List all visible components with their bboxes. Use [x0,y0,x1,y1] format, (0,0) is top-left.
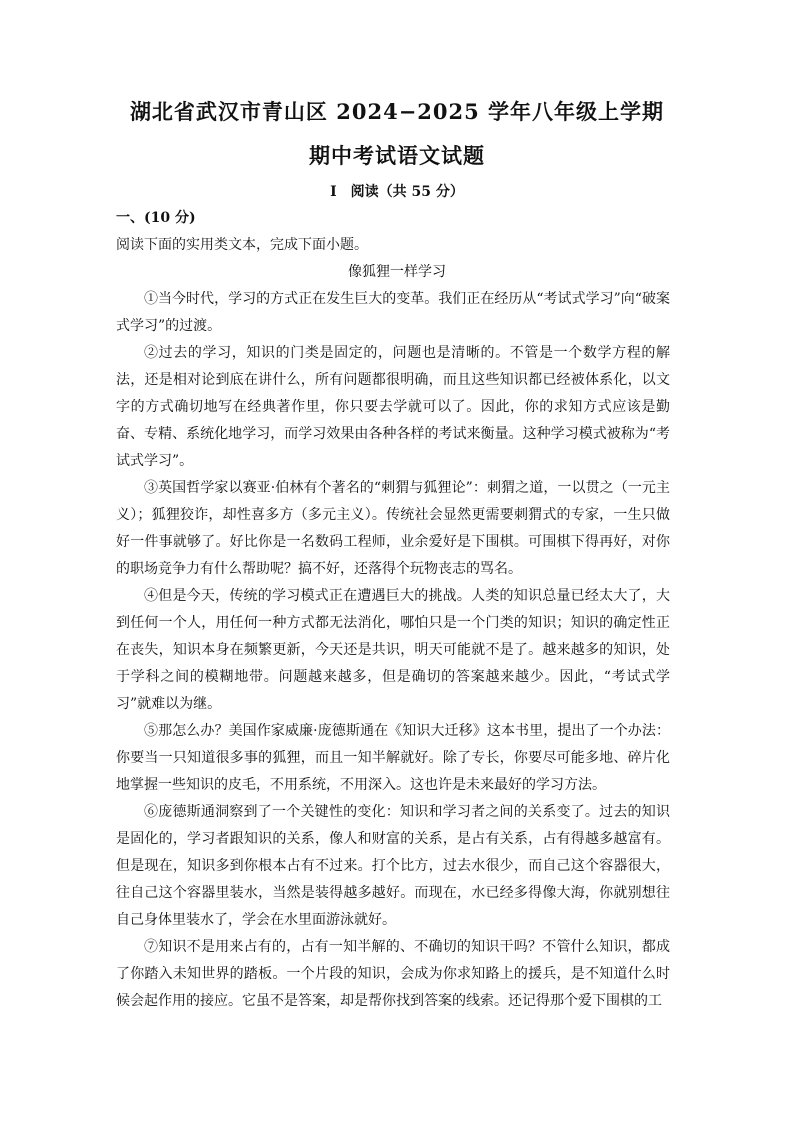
article-paragraph-3: ③英国哲学家以赛亚·伯林有个著名的“刺猬与狐狸论”：刺猬之道，一以贯之（一元主义）；狐狸狡诈，却性喜多方（多元主义）。传统社会显然更需要刺猬式的专家，一生只做好一件事就够了。好比你是一名数码工程师，业余爱好是下围棋。可围棋下得再好，对你的职场竞争力有什么帮助呢？搞不好，还落得个玩物丧志的骂名。 [116,480,670,577]
article-paragraph-5: ⑤那怎么办？美国作家威廉·庞德斯通在《知识大迁移》这本书里，提出了一个办法：你要当一只知道很多事的狐狸，而且一知半解就好。除了专长，你要尽可能多地、碎片化地掌握一些知识的皮毛，不用系统，不用深入。这也许是未来最好的学习方法。 [116,723,670,793]
part-heading: Ⅰ 阅读（共 55 分） [330,184,464,200]
article-paragraph-4: ④但是今天，传统的学习模式正在遭遇巨大的挑战。人类的知识总量已经太大了，大到任何一个人，用任何一种方式都无法消化，哪怕只是一个门类的知识；知识的确定性正在丧失，知识本身在频繁更新，今天还是共识，明天可能就不是了。越来越多的知识，处于学科之间的模糊地带。问题越来越多，但是确切的答案越来越少。因此，“考试式学习”就难以为继。 [116,588,670,712]
article-title: 像狐狸一样学习 [348,264,446,280]
article-paragraph-6: ⑥庞德斯通洞察到了一个关键性的变化：知识和学习者之间的关系变了。过去的知识是固化的，学习者跟知识的关系，像人和财富的关系，是占有关系，占有得越多越富有。但是现在，知识多到你根本占有不过来。打个比方，过去水很少，而自己这个容器很大，往自己这个容器里装水，当然是装得越多越好。而现在，水已经多得像大海，你就别想往自己身体里装水了，学会在水里面游泳就好。 [116,804,670,928]
article-body [116,286,670,1015]
article-paragraph-1: ①当今时代，学习的方式正在发生巨大的变革。我们正在经历从“考试式学习”向“破案式学习”的过渡。 [116,291,670,334]
section-heading: 一、(10 分) [116,210,196,226]
article-paragraph-2: ②过去的学习，知识的门类是固定的，问题也是清晰的。不管是一个数学方程的解法，还是相对论到底在讲什么，所有问题都很明确，而且这些知识都已经被体系化，以文字的方式确切地写在经典著作里，你只要去学就可以了。因此，你的求知方式应该是勤奋、专精、系统化地学习，而学习效果由各种各样的考试来衡量。这种学习模式被称为“考试式学习”。 [116,345,670,469]
section-instruction: 阅读下面的实用类文本，完成下面小题。 [116,237,368,253]
document-title-line-1: 湖北省武汉市青山区 2024−2025 学年八年级上学期 [129,99,665,124]
article-paragraph-7: ⑦知识不是用来占有的，占有一知半解的、不确切的知识干吗？不管什么知识，都成了你踏入未知世界的踏板。一个片段的知识，会成为你求知路上的援兵，是不知道什么时候会起作用的接应。它虽不是答案，却是帮你找到答案的线索。还记得那个爱下围棋的工 [116,939,670,1009]
document-title-line-2: 期中考试语文试题 [309,143,485,168]
